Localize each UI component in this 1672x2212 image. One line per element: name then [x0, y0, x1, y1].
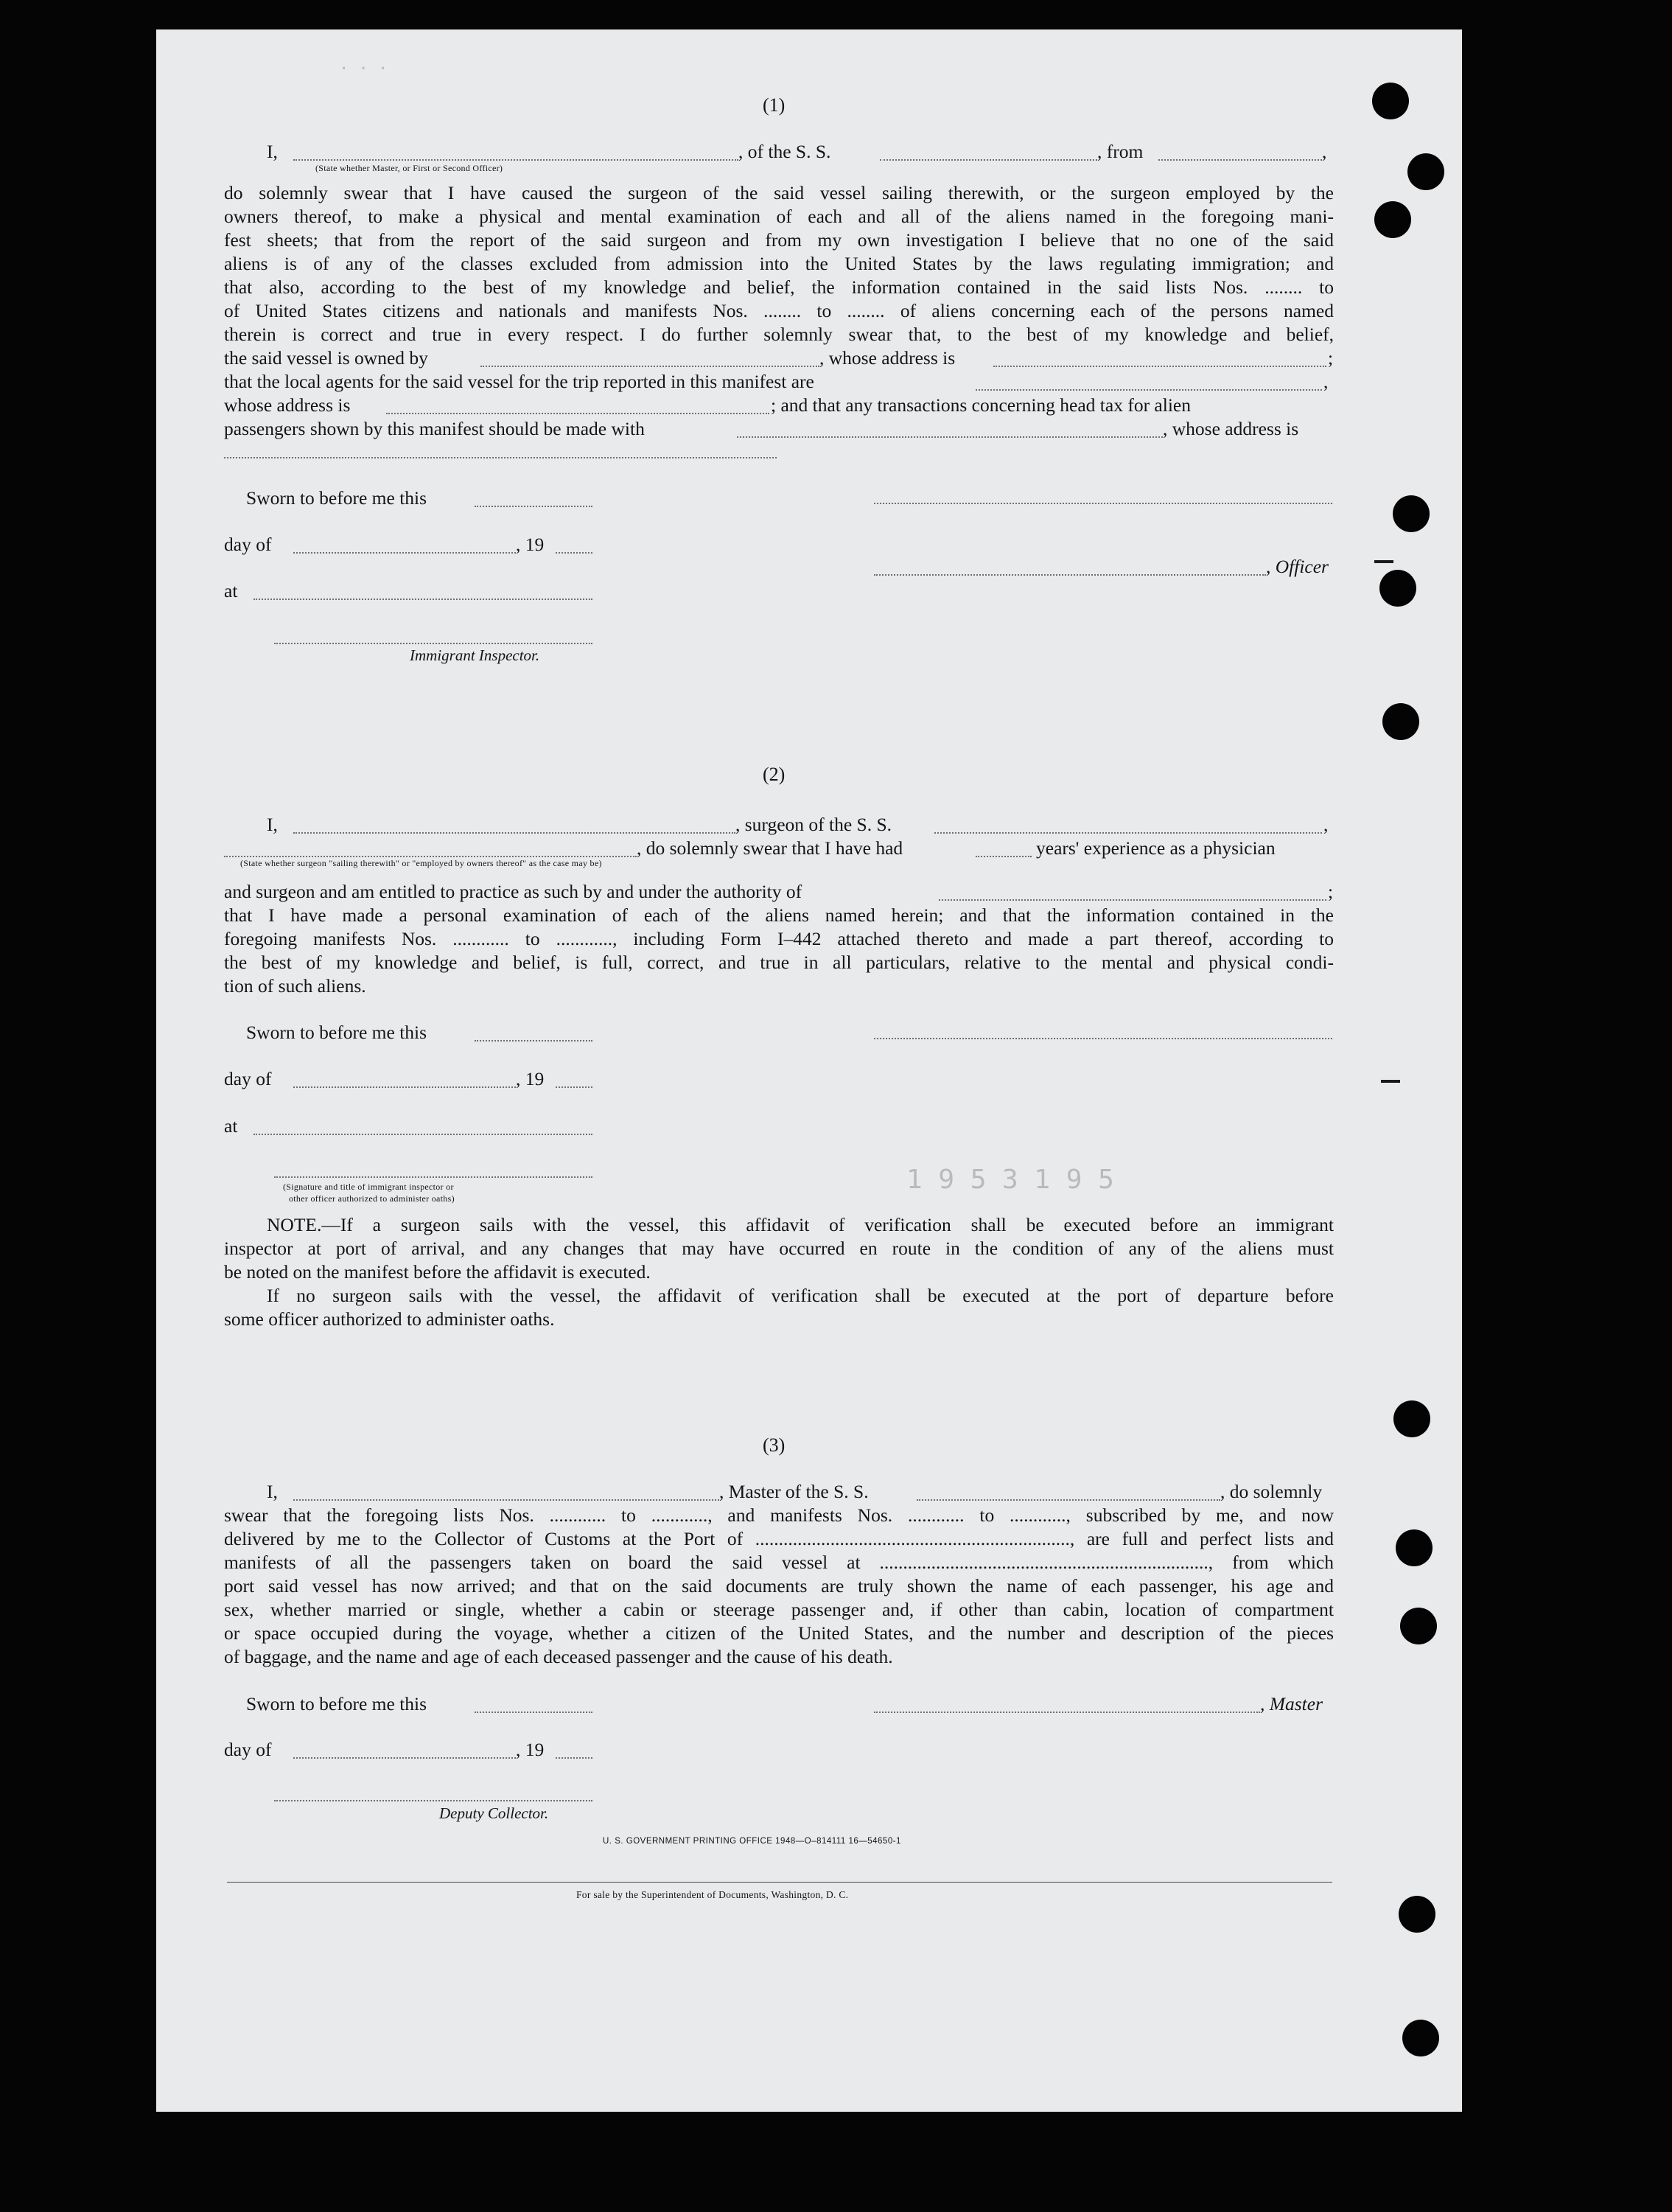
- oath-line: fest sheets; that from the report of the said surgeon and from my own investigation I believe that no one of the said: [224, 229, 1334, 251]
- inspector-signature-blank: [274, 643, 592, 644]
- master-oath-line: sex, whether married or single, whether a cabin or steerage passenger and, if other than cabin, location of compartment: [224, 1599, 1334, 1620]
- surgeon-oath-line: tion of such aliens.: [224, 975, 366, 997]
- day-blank: [293, 1086, 516, 1088]
- inspector-label: Immigrant Inspector.: [410, 646, 540, 664]
- sworn-label: Sworn to before me this: [246, 1022, 427, 1043]
- punch-hole: [1393, 495, 1430, 532]
- do-solemnly-text: , do solemnly: [1220, 1481, 1323, 1502]
- master-signature-blank: [874, 1712, 1260, 1713]
- punch-hole: [1382, 703, 1419, 740]
- day-blank: [293, 1757, 516, 1759]
- signature-note: (Signature and title of immigrant inspector or: [283, 1182, 454, 1192]
- officer-title-blank: [874, 574, 1266, 576]
- semicolon: ;: [1328, 347, 1334, 369]
- footer-rule: [227, 1882, 1332, 1883]
- comma: ,: [1322, 141, 1327, 162]
- bleed-through-mark: 1 9 5 3 1 9 5: [906, 1165, 1114, 1195]
- signature-note: other officer authorized to administer oaths): [289, 1193, 455, 1204]
- oath-line: aliens is of any of the classes excluded from admission into the United States by the laws regulating immigration; and: [224, 253, 1334, 274]
- surgeon-vessel-blank: [934, 832, 1322, 834]
- head-tax-blank: [737, 436, 1163, 438]
- master-oath-line: delivered by me to the Collector of Customs at the Port of ..................................................................., are full and perfect lists and: [224, 1528, 1334, 1549]
- master-vessel-label: , Master of the S. S.: [719, 1481, 869, 1502]
- years-blank: [976, 856, 1032, 857]
- bleed-through-mark: . . .: [339, 55, 388, 74]
- surgeon-blank: [293, 832, 735, 834]
- vessel-label: , of the S. S.: [738, 141, 831, 162]
- deputy-collector-label: Deputy Collector.: [439, 1804, 549, 1822]
- punch-hole: [1402, 2020, 1439, 2056]
- sworn-label: Sworn to before me this: [246, 1693, 427, 1714]
- local-agents-label: that the local agents for the said vessel for the trip reported in this manifest are: [224, 371, 814, 392]
- inspector-signature-blank: [274, 1176, 592, 1178]
- head-tax-address-label: , whose address is: [1163, 418, 1299, 439]
- state-note: (State whether Master, or First or Second Officer): [315, 163, 503, 173]
- from-blank: [1158, 159, 1322, 161]
- master-blank: [293, 1499, 719, 1501]
- margin-tick: [1374, 560, 1393, 563]
- head-tax-address-blank: [224, 457, 777, 458]
- master-title: , Master: [1260, 1693, 1323, 1714]
- agent-address-label: whose address is: [224, 394, 351, 416]
- passengers-label: passengers shown by this manifest should be made with: [224, 418, 645, 439]
- at-blank: [253, 1134, 592, 1135]
- authority-text: and surgeon and am entitled to practice as such by and under the authority of: [224, 881, 802, 902]
- punch-hole: [1372, 83, 1409, 119]
- section-heading: (3): [763, 1434, 786, 1456]
- surgeon-signature-blank: [874, 1038, 1332, 1039]
- surgeon-vessel-label: , surgeon of the S. S.: [735, 814, 892, 835]
- surgeon-note: (State whether surgeon "sailing therewith" or "employed by owners thereof" as the case may be): [240, 858, 602, 868]
- years-text: years' experience as a physician: [1036, 837, 1276, 859]
- semicolon: ;: [1328, 881, 1334, 902]
- master-oath-line: port said vessel has now arrived; and that on the said documents are truly shown the name of each passenger, his age and: [224, 1575, 1334, 1597]
- surgeon-label: I,: [267, 814, 278, 835]
- year-blank: [556, 1086, 592, 1088]
- day-of-label: day of: [224, 534, 272, 555]
- oath-line: that also, according to the best of my knowledge and belief, the information contained in the said lists Nos. ........ to: [224, 276, 1334, 298]
- punch-hole: [1400, 1608, 1437, 1644]
- note-line: inspector at port of arrival, and any changes that may have occurred en route in the condition of any of the aliens must: [224, 1238, 1334, 1259]
- owner-address-label: , whose address is: [819, 347, 956, 369]
- sworn-label: Sworn to before me this: [246, 487, 427, 509]
- master-oath-line: swear that the foregoing lists Nos. ............ to ............, and manifests Nos. ............ to ............, subscribed by me, and now: [224, 1504, 1334, 1526]
- punch-hole: [1379, 570, 1416, 607]
- sworn-blank: [475, 1712, 592, 1713]
- oath-line: therein is correct and true in every respect. I do further solemnly swear that, to the best of my knowledge and belief,: [224, 324, 1334, 345]
- surgeon-status-blank: [224, 856, 637, 857]
- head-tax-text: ; and that any transactions concerning head tax for alien: [771, 394, 1191, 416]
- surgeon-oath-line: foregoing manifests Nos. ............ to ............, including Form I–442 attached thereto and made a part thereof, according to: [224, 928, 1334, 949]
- authority-blank: [939, 899, 1326, 901]
- punch-hole: [1374, 201, 1411, 238]
- owner-address-blank: [993, 366, 1326, 367]
- margin-tick: [1381, 1080, 1400, 1083]
- officer-label: , Officer: [1266, 556, 1329, 577]
- section-heading: (2): [763, 764, 786, 785]
- master-label: I,: [267, 1481, 278, 1502]
- owned-by-label: the said vessel is owned by: [224, 347, 428, 369]
- at-label: at: [224, 580, 238, 601]
- day-of-label: day of: [224, 1739, 272, 1760]
- master-oath-line: of baggage, and the name and age of each deceased passenger and the cause of his death.: [224, 1646, 893, 1667]
- punch-hole: [1407, 153, 1444, 190]
- affiant-blank: [293, 159, 738, 161]
- swear-text: , do solemnly swear that I have had: [637, 837, 903, 859]
- surgeon-oath-line: the best of my knowledge and belief, is full, correct, and true in all particulars, relative to the mental and physical condi-: [224, 952, 1334, 973]
- punch-hole: [1396, 1529, 1433, 1566]
- note-line: NOTE.—If a surgeon sails with the vessel, this affidavit of verification shall be executed before an immigrant: [267, 1214, 1334, 1235]
- day-of-label: day of: [224, 1068, 272, 1089]
- agent-address-blank: [386, 413, 769, 414]
- at-blank: [253, 599, 592, 600]
- note-line: some officer authorized to administer oaths.: [224, 1308, 555, 1330]
- year-label: , 19: [516, 1068, 545, 1089]
- note-line: be noted on the manifest before the affidavit is executed.: [224, 1261, 651, 1283]
- year-blank: [556, 552, 592, 554]
- section-heading: (1): [763, 94, 786, 116]
- surgeon-oath-line: that I have made a personal examination of each of the aliens named herein; and that the information contained in the: [224, 904, 1334, 926]
- sworn-blank: [475, 1040, 592, 1042]
- officer-signature-blank: [874, 503, 1332, 504]
- year-blank: [556, 1757, 592, 1759]
- oath-line: do solemnly swear that I have caused the surgeon of the said vessel sailing therewith, or the surgeon employed by the: [224, 182, 1334, 203]
- comma: ,: [1323, 814, 1329, 835]
- from-label: , from: [1097, 141, 1144, 162]
- punch-hole: [1399, 1896, 1435, 1933]
- oath-line: owners thereof, to make a physical and mental examination of each and all of the aliens named in the foregoing mani-: [224, 206, 1334, 227]
- master-vessel-blank: [917, 1499, 1220, 1501]
- sworn-blank: [475, 506, 592, 507]
- year-label: , 19: [516, 1739, 545, 1760]
- printing-office-line: U. S. GOVERNMENT PRINTING OFFICE 1948—O–814111 16—54650-1: [603, 1837, 901, 1846]
- master-oath-line: manifests of all the passengers taken on board the said vessel at ......................................................................, from which: [224, 1552, 1334, 1573]
- oath-line: of United States citizens and nationals and manifests Nos. ........ to ........ of aliens concerning each of the persons named: [224, 300, 1334, 321]
- sale-notice: For sale by the Superintendent of Documents, Washington, D. C.: [576, 1889, 849, 1900]
- master-oath-line: or space occupied during the voyage, whether a citizen of the United States, and the number and description of the pieces: [224, 1622, 1334, 1644]
- day-blank: [293, 552, 516, 554]
- vessel-blank: [880, 159, 1097, 161]
- owner-blank: [480, 366, 819, 367]
- at-label: at: [224, 1115, 238, 1137]
- local-agents-blank: [976, 389, 1322, 391]
- comma: ,: [1323, 371, 1329, 392]
- year-label: , 19: [516, 534, 545, 555]
- note-line: If no surgeon sails with the vessel, the affidavit of verification shall be executed at the port of departure before: [267, 1285, 1334, 1306]
- collector-signature-blank: [274, 1800, 592, 1801]
- punch-hole: [1393, 1400, 1430, 1437]
- affiant-label: I,: [267, 141, 278, 162]
